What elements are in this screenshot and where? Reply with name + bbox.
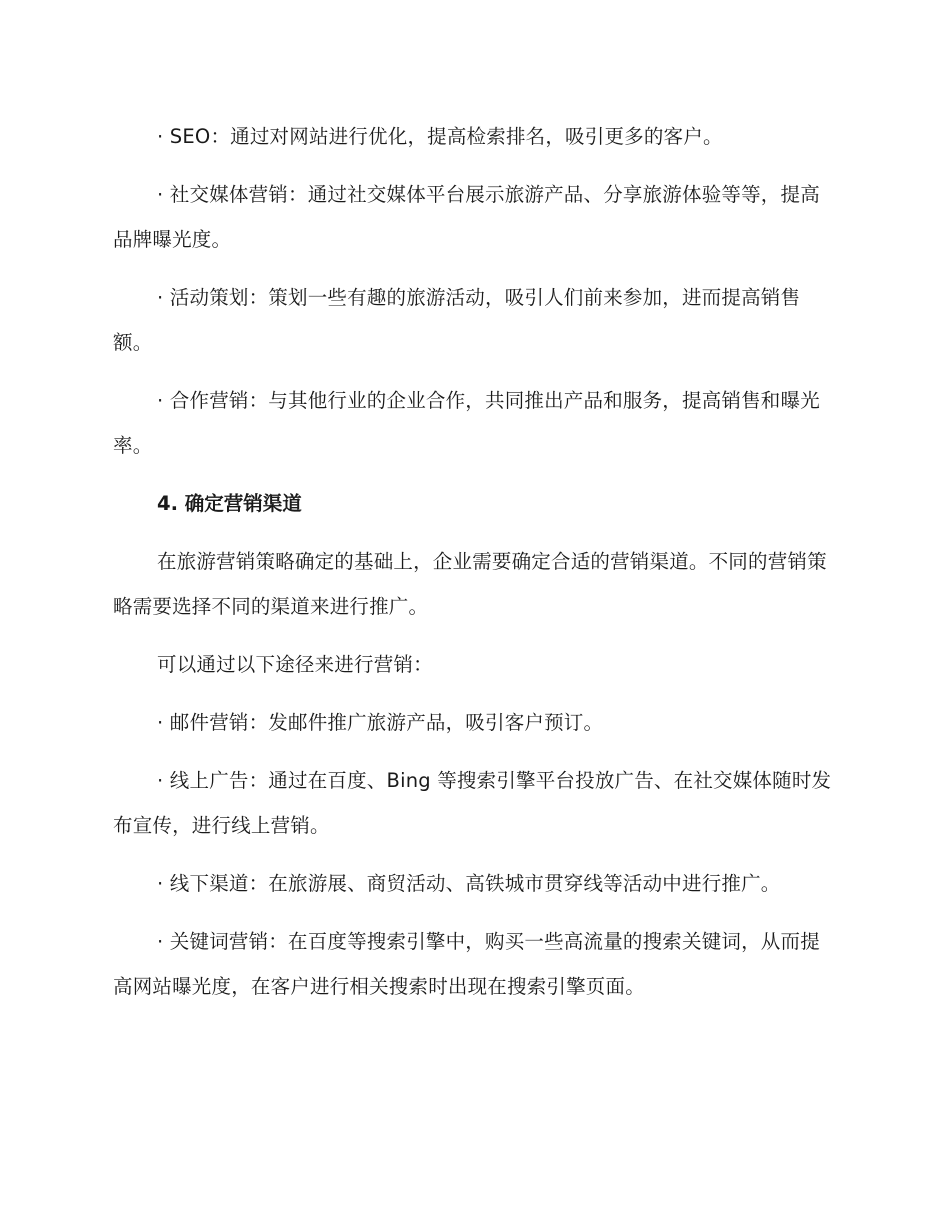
bullet-event-planning: · 活动策划：策划一些有趣的旅游活动，吸引人们前来参加，进而提高销售额。 — [113, 286, 801, 354]
section-heading: 4. 确定营销渠道 — [157, 492, 302, 515]
bullet-seo: · SEO：通过对网站进行优化，提高检索排名，吸引更多的客户。 — [157, 125, 723, 148]
paragraph-channels-lead: 可以通过以下途径来进行营销： — [157, 653, 433, 676]
document-page — [113, 114, 833, 1022]
bullet-cooperative-marketing: · 合作营销：与其他行业的企业合作，共同推出产品和服务，提高销售和曝光率。 — [113, 389, 820, 457]
paragraph-channels-intro: 在旅游营销策略确定的基础上，企业需要确定合适的营销渠道。不同的营销策略需要选择不同的渠道来进行推广。 — [113, 550, 827, 618]
bullet-social-media-marketing: · 社交媒体营销：通过社交媒体平台展示旅游产品、分享旅游体验等等，提高品牌曝光度。 — [113, 183, 820, 251]
bullet-offline-channels: · 线下渠道：在旅游展、商贸活动、高铁城市贯穿线等活动中进行推广。 — [157, 872, 781, 895]
bullet-online-ads: · 线上广告：通过在百度、Bing 等搜索引擎平台投放广告、在社交媒体随时发布宣传，进行线上营销。 — [113, 769, 832, 837]
bullet-email-marketing: · 邮件营销：发邮件推广旅游产品，吸引客户预订。 — [157, 711, 604, 734]
bullet-keyword-marketing: · 关键词营销：在百度等搜索引擎中，购买一些高流量的搜索关键词，从而提高网站曝光度，在客户进行相关搜索时出现在搜索引擎页面。 — [113, 930, 820, 998]
